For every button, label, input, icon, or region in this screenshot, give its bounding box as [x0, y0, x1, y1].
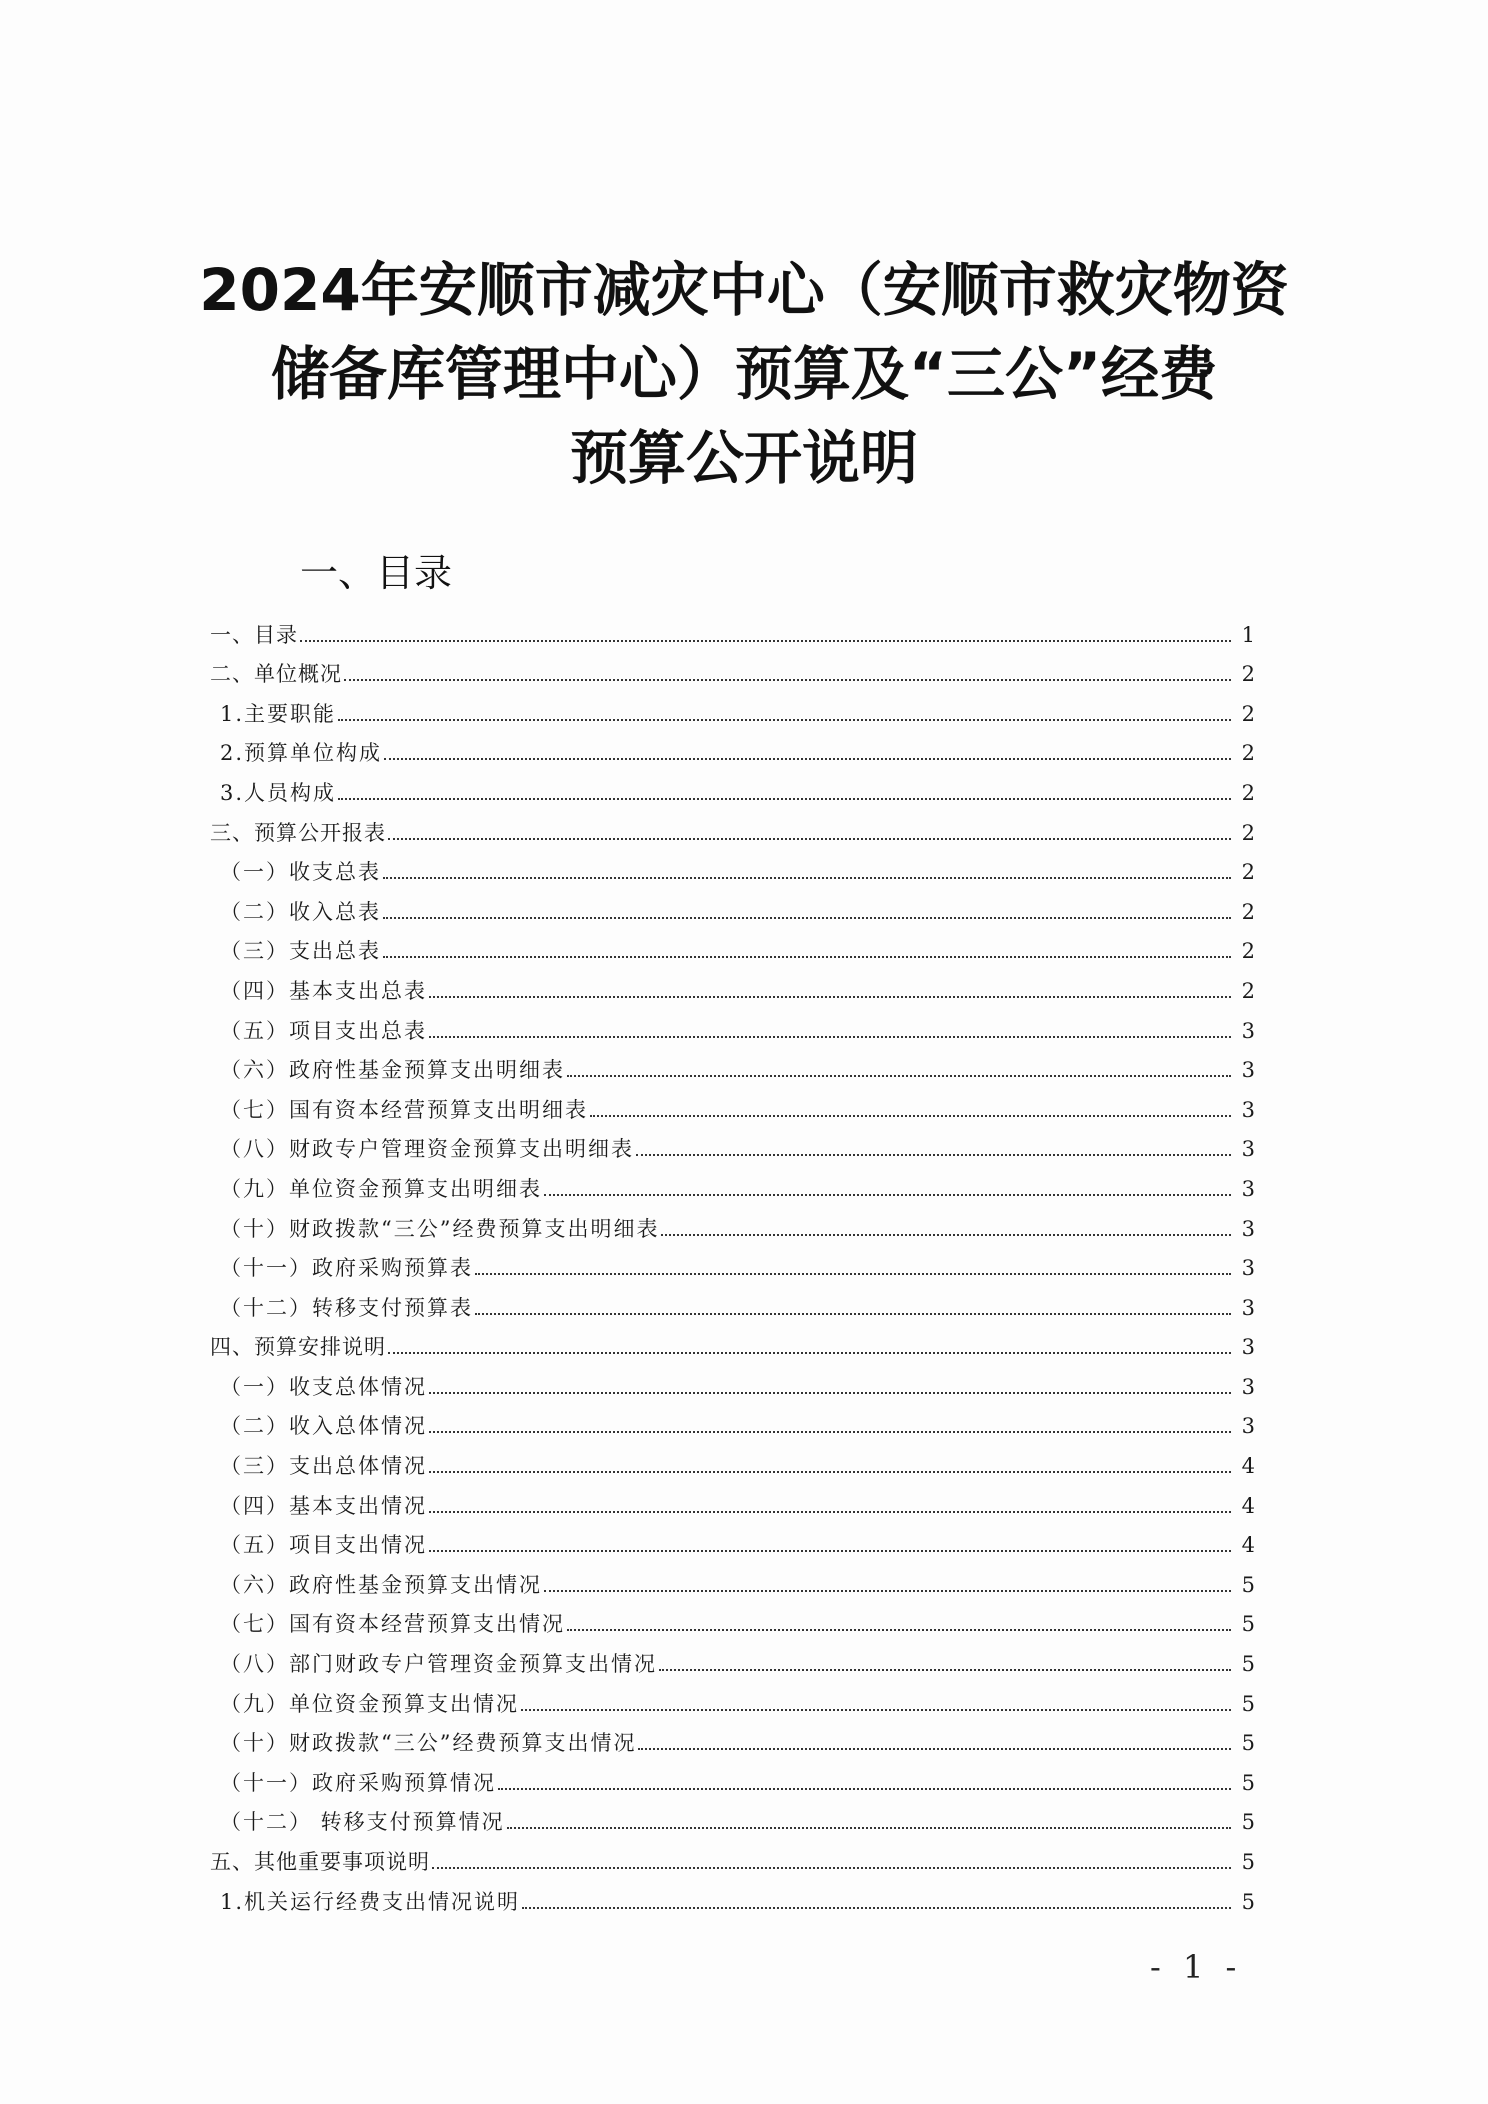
toc-entry-page: 2	[1241, 741, 1255, 766]
toc-entry	[210, 1721, 1255, 1761]
toc-dot-leader	[475, 1313, 1231, 1315]
toc-entry	[210, 1166, 1255, 1206]
toc-entry-page: 3	[1241, 1216, 1255, 1241]
toc-entry	[210, 1087, 1255, 1127]
toc-entry-page: 5	[1241, 1691, 1255, 1716]
toc-dot-leader	[475, 1273, 1231, 1275]
toc-entry	[210, 1364, 1255, 1404]
toc-entry-label: （五）项目支出情况	[220, 1533, 427, 1558]
toc-entry	[210, 1760, 1255, 1800]
toc-entry-page: 3	[1241, 1018, 1255, 1043]
toc-entry	[210, 612, 1255, 652]
toc-entry-page: 5	[1241, 1612, 1255, 1637]
toc-entry-page: 2	[1241, 860, 1255, 885]
toc-entry-label: 1.主要职能	[220, 701, 337, 726]
toc-entry-label: （四）基本支出总表	[220, 978, 427, 1003]
toc-entry-label: 四、预算安排说明	[210, 1335, 386, 1360]
toc-entry	[210, 1602, 1255, 1642]
title-line-1: 2024年安顺市减灾中心（安顺市救灾物资	[199, 256, 1289, 324]
toc-entry-page: 3	[1241, 1295, 1255, 1320]
toc-dot-leader	[344, 679, 1231, 681]
toc-entry-label: （九）单位资金预算支出明细表	[220, 1176, 542, 1201]
toc-entry-page: 2	[1241, 939, 1255, 964]
toc-dot-leader	[544, 1590, 1231, 1592]
toc-entry-label: （二）收入总体情况	[220, 1414, 427, 1439]
toc-entry-label: （三）支出总表	[220, 939, 381, 964]
toc-entry	[210, 1206, 1255, 1246]
toc-dot-leader	[432, 1867, 1231, 1869]
toc-entry-page: 5	[1241, 1810, 1255, 1835]
toc-entry-page: 2	[1241, 899, 1255, 924]
toc-entry-label: 一、目录	[210, 622, 298, 647]
toc-entry-page: 3	[1241, 1335, 1255, 1360]
toc-entry-page: 2	[1241, 820, 1255, 845]
toc-dot-leader	[300, 640, 1231, 642]
toc-entry-page: 5	[1241, 1572, 1255, 1597]
toc-dot-leader	[498, 1788, 1231, 1790]
title-line-2: 储备库管理中心）预算及“三公”经费	[270, 340, 1218, 408]
toc-entry-label: （六）政府性基金预算支出情况	[220, 1572, 542, 1597]
toc-dot-leader	[661, 1234, 1231, 1236]
toc-entry-page: 5	[1241, 1850, 1255, 1874]
toc-entry	[210, 1562, 1255, 1602]
toc-entry-label: 三、预算公开报表	[210, 820, 386, 845]
toc-entry-page: 3	[1241, 1176, 1255, 1201]
toc-dot-leader	[383, 917, 1231, 919]
toc-entry-label: （十二）转移支付预算表	[220, 1295, 473, 1320]
toc-entry	[210, 731, 1255, 771]
toc-entry-page: 3	[1241, 1414, 1255, 1439]
toc-entry-label: （十）财政拨款“三公”经费预算支出明细表	[220, 1216, 660, 1241]
toc-entry-page: 3	[1241, 1097, 1255, 1122]
toc-entry	[210, 1127, 1255, 1167]
toc-entry-page: 3	[1241, 1137, 1255, 1162]
toc-entry-label: （十）财政拨款“三公”经费预算支出情况	[220, 1731, 637, 1756]
toc-dot-leader	[507, 1827, 1231, 1829]
table-of-contents	[210, 612, 1255, 1919]
toc-entry	[210, 1641, 1255, 1681]
toc-entry-label: 五、其他重要事项说明	[210, 1850, 430, 1874]
toc-dot-leader	[429, 996, 1231, 998]
toc-entry	[210, 770, 1255, 810]
toc-entry	[210, 1681, 1255, 1721]
toc-entry-page: 4	[1241, 1454, 1255, 1479]
toc-entry	[210, 929, 1255, 969]
toc-dot-leader	[521, 1709, 1231, 1711]
toc-entry-label: （二）收入总表	[220, 899, 381, 924]
toc-entry	[210, 850, 1255, 890]
toc-dot-leader	[590, 1115, 1231, 1117]
toc-entry-label: 二、单位概况	[210, 662, 342, 687]
toc-entry-page: 2	[1241, 701, 1255, 726]
toc-entry-page: 5	[1241, 1652, 1255, 1677]
toc-entry	[210, 1800, 1255, 1840]
toc-entry-label: 2.预算单位构成	[220, 741, 383, 766]
toc-dot-leader	[544, 1194, 1231, 1196]
toc-dot-leader	[338, 719, 1231, 721]
page-number: - 1 -	[1150, 1948, 1243, 1986]
toc-dot-leader	[383, 956, 1231, 958]
toc-dot-leader	[338, 798, 1231, 800]
toc-entry-page: 3	[1241, 1374, 1255, 1399]
toc-dot-leader	[429, 1392, 1231, 1394]
toc-entry-label: （六）政府性基金预算支出明细表	[220, 1058, 565, 1083]
toc-entry	[210, 810, 1255, 850]
toc-dot-leader	[388, 838, 1231, 840]
toc-entry-label: （十一）政府采购预算情况	[220, 1770, 496, 1795]
toc-entry-page: 5	[1241, 1770, 1255, 1795]
toc-entry	[210, 968, 1255, 1008]
toc-dot-leader	[638, 1748, 1231, 1750]
toc-entry-label: （七）国有资本经营预算支出明细表	[220, 1097, 588, 1122]
toc-entry-page: 3	[1241, 1058, 1255, 1083]
toc-entry-label: （九）单位资金预算支出情况	[220, 1691, 519, 1716]
toc-entry-label: （三）支出总体情况	[220, 1454, 427, 1479]
toc-entry	[210, 1879, 1255, 1919]
toc-entry-page: 5	[1241, 1889, 1255, 1914]
toc-entry	[210, 1008, 1255, 1048]
toc-heading: 一、目录	[300, 551, 453, 595]
toc-dot-leader	[384, 758, 1231, 760]
toc-entry	[210, 1483, 1255, 1523]
toc-entry-page: 4	[1241, 1533, 1255, 1558]
toc-entry	[210, 1523, 1255, 1563]
toc-dot-leader	[388, 1352, 1231, 1354]
toc-entry-page: 5	[1241, 1731, 1255, 1756]
toc-dot-leader	[636, 1154, 1231, 1156]
toc-entry	[210, 1839, 1255, 1879]
toc-entry-label: （五）项目支出总表	[220, 1018, 427, 1043]
toc-dot-leader	[522, 1907, 1231, 1909]
toc-dot-leader	[383, 877, 1231, 879]
toc-entry-label: （一）收支总体情况	[220, 1374, 427, 1399]
toc-entry-label: 1.机关运行经费支出情况说明	[220, 1889, 521, 1914]
toc-entry	[210, 691, 1255, 731]
toc-dot-leader	[659, 1669, 1231, 1671]
toc-dot-leader	[567, 1075, 1231, 1077]
toc-entry-label: 3.人员构成	[220, 780, 337, 805]
toc-entry	[210, 1285, 1255, 1325]
toc-entry-page: 3	[1241, 1256, 1255, 1281]
toc-dot-leader	[567, 1629, 1231, 1631]
title-line-3: 预算公开说明	[569, 424, 918, 492]
toc-dot-leader	[429, 1511, 1231, 1513]
toc-entry-label: （十一）政府采购预算表	[220, 1256, 473, 1281]
toc-entry-label: （四）基本支出情况	[220, 1493, 427, 1518]
toc-entry-label: （八）财政专户管理资金预算支出明细表	[220, 1137, 634, 1162]
toc-entry	[210, 1048, 1255, 1088]
toc-entry-page: 4	[1241, 1493, 1255, 1518]
toc-dot-leader	[429, 1471, 1231, 1473]
toc-entry-label: （七）国有资本经营预算支出情况	[220, 1612, 565, 1637]
toc-dot-leader	[429, 1550, 1231, 1552]
toc-entry-page: 2	[1241, 780, 1255, 805]
toc-entry-page: 2	[1241, 662, 1255, 687]
toc-entry	[210, 652, 1255, 692]
toc-entry	[210, 1404, 1255, 1444]
toc-entry-page: 2	[1241, 978, 1255, 1003]
toc-entry-label: （八）部门财政专户管理资金预算支出情况	[220, 1652, 657, 1677]
toc-entry	[210, 1246, 1255, 1286]
toc-entry-label: （一）收支总表	[220, 860, 381, 885]
toc-entry	[210, 1325, 1255, 1365]
toc-dot-leader	[429, 1036, 1231, 1038]
toc-entry-page: 1	[1241, 622, 1255, 647]
toc-dot-leader	[429, 1431, 1231, 1433]
toc-entry	[210, 889, 1255, 929]
toc-entry-label: （十二） 转移支付预算情况	[220, 1810, 505, 1835]
toc-entry	[210, 1443, 1255, 1483]
document-title	[180, 248, 1308, 500]
